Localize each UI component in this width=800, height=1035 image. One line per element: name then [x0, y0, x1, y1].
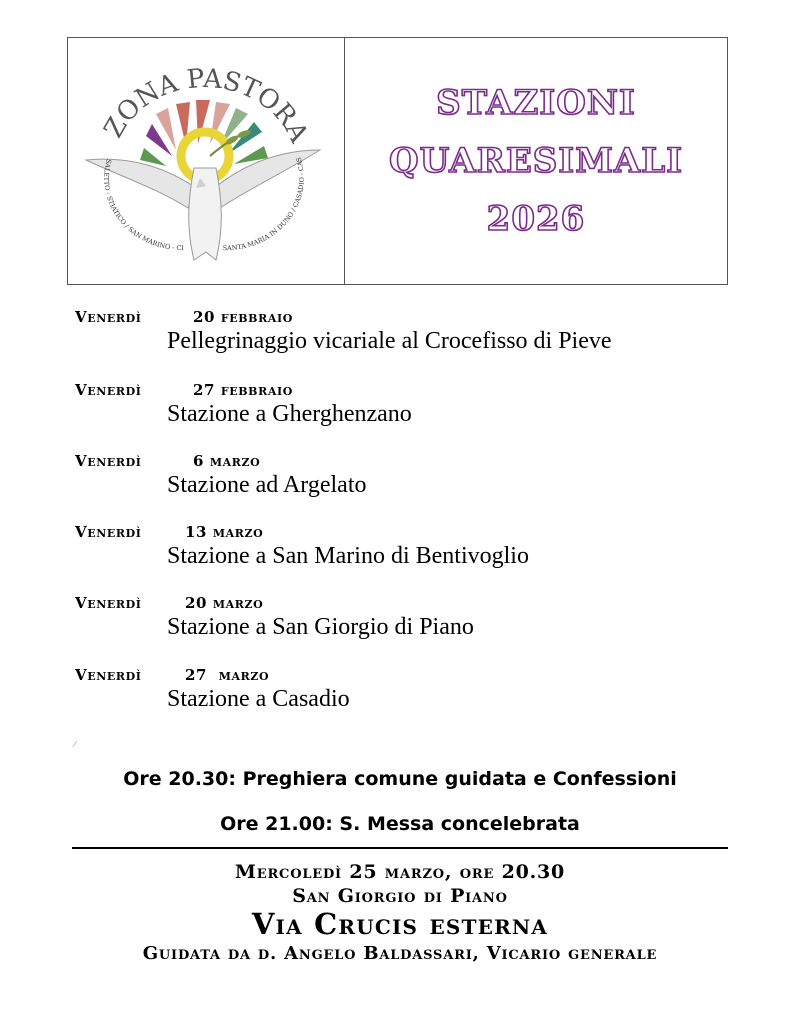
via-crucis-title: Via Crucis esterna: [251, 907, 549, 941]
entry-date: 20 marzo: [185, 594, 264, 612]
header-box: [67, 37, 728, 285]
via-crucis-date: Mercoledì 25 marzo, ore 20.30: [234, 861, 566, 883]
logo-left-text: SALETTO - STIATICO / SAN MARINO - CI: [102, 158, 184, 253]
entry-date-line: [75, 666, 775, 684]
title-line-2: QUARESIMALI: [388, 141, 684, 181]
entry-date-line: [75, 452, 775, 470]
title-block: [345, 38, 727, 284]
via-crucis-guide: Guidata da d. Angelo Baldassari, Vicario generale: [142, 943, 658, 964]
entry-weekday: Venerdì: [75, 594, 142, 612]
via-crucis-location: San Giorgio di Piano: [292, 885, 508, 907]
entry-weekday: Venerdì: [75, 666, 142, 684]
schedule-entry: [75, 308, 775, 355]
entry-place: Stazione ad Argelato: [167, 472, 367, 498]
entry-weekday: Venerdì: [75, 308, 142, 326]
entry-place: Stazione a San Marino di Bentivoglio: [167, 543, 529, 569]
entry-weekday: Venerdì: [75, 381, 142, 399]
schedule-entry: [75, 381, 775, 428]
entry-date: 13 marzo: [185, 523, 264, 541]
zona-pastorale-logo: [68, 38, 345, 284]
title-line-3: 2026: [486, 199, 586, 239]
entry-weekday: Venerdì: [75, 523, 142, 541]
entry-place: Stazione a Casadio: [167, 686, 350, 712]
logo-right-text: SANTA MARIA IN DUNO / CASADIO - CAS: [222, 156, 306, 253]
dove-logo-icon: [68, 38, 342, 284]
schedule-entry: [75, 666, 775, 713]
entry-date: 20 febbraio: [193, 308, 293, 326]
entry-date-line: [75, 308, 775, 326]
entry-place: Stazione a Gherghenzano: [167, 401, 412, 427]
entry-date: 27 febbraio: [193, 381, 293, 399]
time-prayer-line: Ore 20.30: Preghiera comune guidata e Confessioni: [123, 768, 677, 790]
logo-arc-text: ZONA PASTORA: [98, 63, 314, 148]
title-line-1: STAZIONI: [436, 83, 636, 123]
schedule-entry: [75, 452, 775, 499]
entry-date-line: [75, 523, 775, 541]
entry-date: 6 marzo: [193, 452, 261, 470]
time-mass-line: Ore 21.00: S. Messa concelebrata: [220, 813, 580, 835]
stray-mark: ⁄: [74, 740, 76, 749]
entry-date-line: [75, 594, 775, 612]
entry-place: Pellegrinaggio vicariale al Crocefisso di Pieve: [167, 328, 612, 354]
entry-date-line: [75, 381, 775, 399]
schedule-entry: [75, 594, 775, 641]
entry-place: Stazione a San Giorgio di Piano: [167, 614, 474, 640]
entry-weekday: Venerdì: [75, 452, 142, 470]
schedule-entry: [75, 523, 775, 570]
divider-line: [72, 847, 728, 849]
entry-date: 27 marzo: [185, 666, 270, 684]
